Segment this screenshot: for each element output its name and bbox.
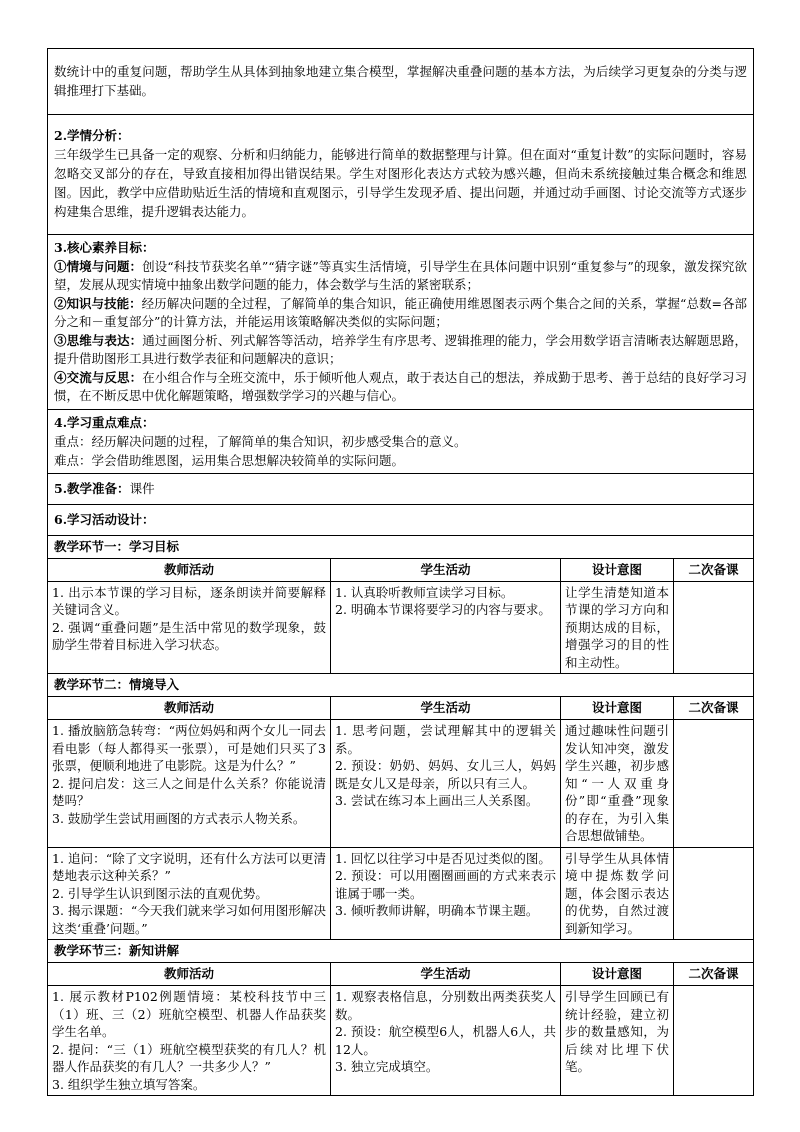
difficult-point: 难点：学会借助维恩图，运用集合思想解决较简单的实际问题。 [54,452,405,468]
student-activity-item: 3. 尝试在练习本上画出三人关系图。 [335,793,539,808]
student-activity-item: 2. 预设：航空模型6人，机器人6人，共12人。 [335,1024,556,1057]
section-6-title: 6.学习活动设计： [48,504,754,535]
goal-item-4 [54,369,747,406]
activity-row [48,847,754,940]
lesson-plan-document [47,48,753,1096]
key-point: 重点：经历解决问题的过程，了解简单的集合知识，初步感受集合的意义。 [54,433,467,449]
second-prep-cell[interactable] [674,720,754,848]
intro-text: 数统计中的重复问题，帮助学生从具体到抽象地建立集合模型，掌握解决重叠问题的基本方法，为后续学习更复杂的分类与逻辑推理打下基础。 [48,49,754,115]
section-3-row [48,235,754,410]
teacher-activity-item: 1. 追问：“除了文字说明，还有什么方法可以更清楚地表示这种关系？” [52,850,326,883]
student-activity-item: 2. 预设：可以用圈圈画画的方式来表示谁属于哪一类。 [335,868,556,901]
activity-row [48,581,754,674]
intro-row [48,49,754,115]
goal-text: 在小组合作与全班交流中，乐于倾听他人观点，敢于表达自己的想法，养成勤于思考、善于总结的良好学习习惯，在不断反思中优化解题策略，增强数学学习的兴趣与信心。 [54,369,747,403]
goal-text: 通过画图分析、列式解答等活动，培养学生有序思考、逻辑推理的能力，学会用数学语言清晰表达解题思路，提升借助图形工具进行数学表征和问题解决的意识； [54,332,747,366]
section-3-title: 3.核心素养目标： [54,240,155,255]
goal-label: ②知识与技能： [54,295,142,311]
goal-label: ③思维与表达： [54,332,143,348]
student-activity-cell [331,847,561,940]
student-activity-item: 3. 独立完成填空。 [335,1059,439,1074]
goal-item-3 [54,332,747,369]
section-6-row [48,504,754,535]
column-header-row [48,697,754,720]
design-intent-cell: 让学生清楚知道本节课的学习方向和预期达成的目标，增强学习的目的性和主动性。 [561,581,674,674]
teacher-activity-header: 教师活动 [48,558,331,581]
teacher-activity-cell [48,720,331,848]
student-activity-cell [331,720,561,848]
student-activity-item: 3. 倾听教师讲解，明确本节课主题。 [335,903,539,918]
teaching-link-title: 教学环节一：学习目标 [48,535,754,558]
goal-item-1 [54,258,747,295]
teacher-activity-item: 2. 强调“重叠问题”是生活中常见的数学现象，鼓励学生带着目标进入学习状态。 [52,619,326,652]
section-4-title: 4.学习重点难点： [54,414,155,430]
teacher-activity-cell [48,986,331,1096]
student-activity-cell [331,986,561,1096]
section-5-title: 5.教学准备： [54,480,130,496]
section-5-row [48,473,754,504]
teacher-activity-item: 2. 提问启发：这三人之间是什么关系？你能说清楚吗？ [52,775,326,808]
section-2-row [48,115,754,235]
teacher-activity-header: 教师活动 [48,697,331,720]
student-activity-item: 1. 认真聆听教师宣读学习目标。 [335,584,514,600]
goal-item-2 [54,295,747,332]
student-activity-item: 2. 明确本节课将要学习的内容与要求。 [335,602,551,617]
section-2-title: 2.学情分析： [54,128,130,143]
teacher-activity-item: 3. 组织学生独立填写答案。 [52,1076,206,1092]
activity-row [48,986,754,1096]
design-intent-header: 设计意图 [561,697,674,720]
teaching-link-title-row [48,535,754,558]
student-activity-cell [331,581,561,674]
lesson-plan-table [47,48,754,1096]
teacher-activity-item: 2. 提问：“三（1）班航空模型获奖的有几人？机器人作品获奖的有几人？一共多少人？” [52,1041,326,1074]
teaching-link-title: 教学环节三：新知讲解 [48,940,754,963]
goal-text: 创设“科技节获奖名单”“猜字谜”等真实生活情境，引导学生在具体问题中识别“重复参与”的现象，激发探究欲望，发展从现实情境中抽象出数学问题的能力，体会数学与生活的紧密联系； [54,258,747,292]
student-activity-header: 学生活动 [331,963,561,986]
student-activity-header: 学生活动 [331,697,561,720]
teaching-link-title: 教学环节二：情境导入 [48,674,754,697]
section-4-row [48,409,754,473]
goal-text: 经历解决问题的全过程，了解简单的集合知识，能正确使用维恩图表示两个集合之间的关系，掌握“总数=各部分之和－重复部分”的计算方法，并能运用该策略解决类似的实际问题； [54,295,748,329]
design-intent-header: 设计意图 [561,963,674,986]
goal-label: ①情境与问题： [54,258,143,274]
teaching-link-title-row [48,674,754,697]
second-prep-cell[interactable] [674,847,754,940]
design-intent-cell: 引导学生回顾已有统计经验，建立初步的数量感知，为后续对比埋下伏笔。 [561,986,674,1096]
student-activity-header: 学生活动 [331,558,561,581]
second-prep-header: 二次备课 [674,697,754,720]
teacher-activity-item: 1. 播放脑筋急转弯：“两位妈妈和两个女儿一同去看电影（每人都得买一张票），可是她们只买了3张票，便顺利地进了电影院。这是为什么？” [52,723,326,773]
second-prep-cell[interactable] [674,986,754,1096]
goal-label: ④交流与反思： [54,369,143,385]
teaching-preparation: 课件 [129,480,155,496]
second-prep-cell[interactable] [674,581,754,674]
teacher-activity-cell [48,847,331,940]
teacher-activity-item: 1. 出示本节课的学习目标，逐条朗读并简要解释关键词含义。 [52,584,326,617]
student-activity-item: 2. 预设：奶奶、妈妈、女儿三人，妈妈既是女儿又是母亲，所以只有三人。 [335,758,556,791]
design-intent-header: 设计意图 [561,558,674,581]
student-activity-item: 1. 思考问题，尝试理解其中的逻辑关系。 [335,723,556,756]
teacher-activity-header: 教师活动 [48,963,331,986]
design-intent-cell: 通过趣味性问题引发认知冲突，激发学生兴趣，初步感知“一人双重身份”即“重叠”现象的存在，为引入集合思想做铺垫。 [561,720,674,848]
teacher-activity-item: 3. 揭示课题：“今天我们就来学习如何用图形解决这类‘重叠’问题。” [52,903,326,936]
teacher-activity-item: 2. 引导学生认识到图示法的直观优势。 [52,885,268,901]
second-prep-header: 二次备课 [674,558,754,581]
section-2-body: 三年级学生已具备一定的观察、分析和归纳能力，能够进行简单的数据整理与计算。但在面对“重复计数”的实际问题时，容易忽略交叉部分的存在，导致直接相加得出错误结果。学生对图形化表达方式较为感兴趣，但尚未系统接触过集合概念和维恩图。因此，教学中应借助贴近生活的情境和直观图示，引导学生发现矛盾、提出问题，并通过动手画图、讨论交流等方式逐步构建集合思维，提升逻辑表达能力。 [54,147,748,219]
design-intent-cell: 引导学生从具体情境中提炼数学问题，体会图示表达的优势，自然过渡到新知学习。 [561,847,674,940]
activity-row [48,720,754,848]
column-header-row [48,558,754,581]
teacher-activity-item: 3. 鼓励学生尝试用画图的方式表示人物关系。 [52,810,306,826]
teaching-link-title-row [48,940,754,963]
student-activity-item: 1. 回忆以往学习中是否见过类似的图。 [335,850,551,866]
teacher-activity-cell [48,581,331,674]
student-activity-item: 1. 观察表格信息，分别数出两类获奖人数。 [335,989,556,1022]
column-header-row [48,963,754,986]
second-prep-header: 二次备课 [674,963,754,986]
teacher-activity-item: 1. 展示教材P102例题情境：某校科技节中三（1）班、三（2）班航空模型、机器人作品获奖学生名单。 [52,989,326,1039]
